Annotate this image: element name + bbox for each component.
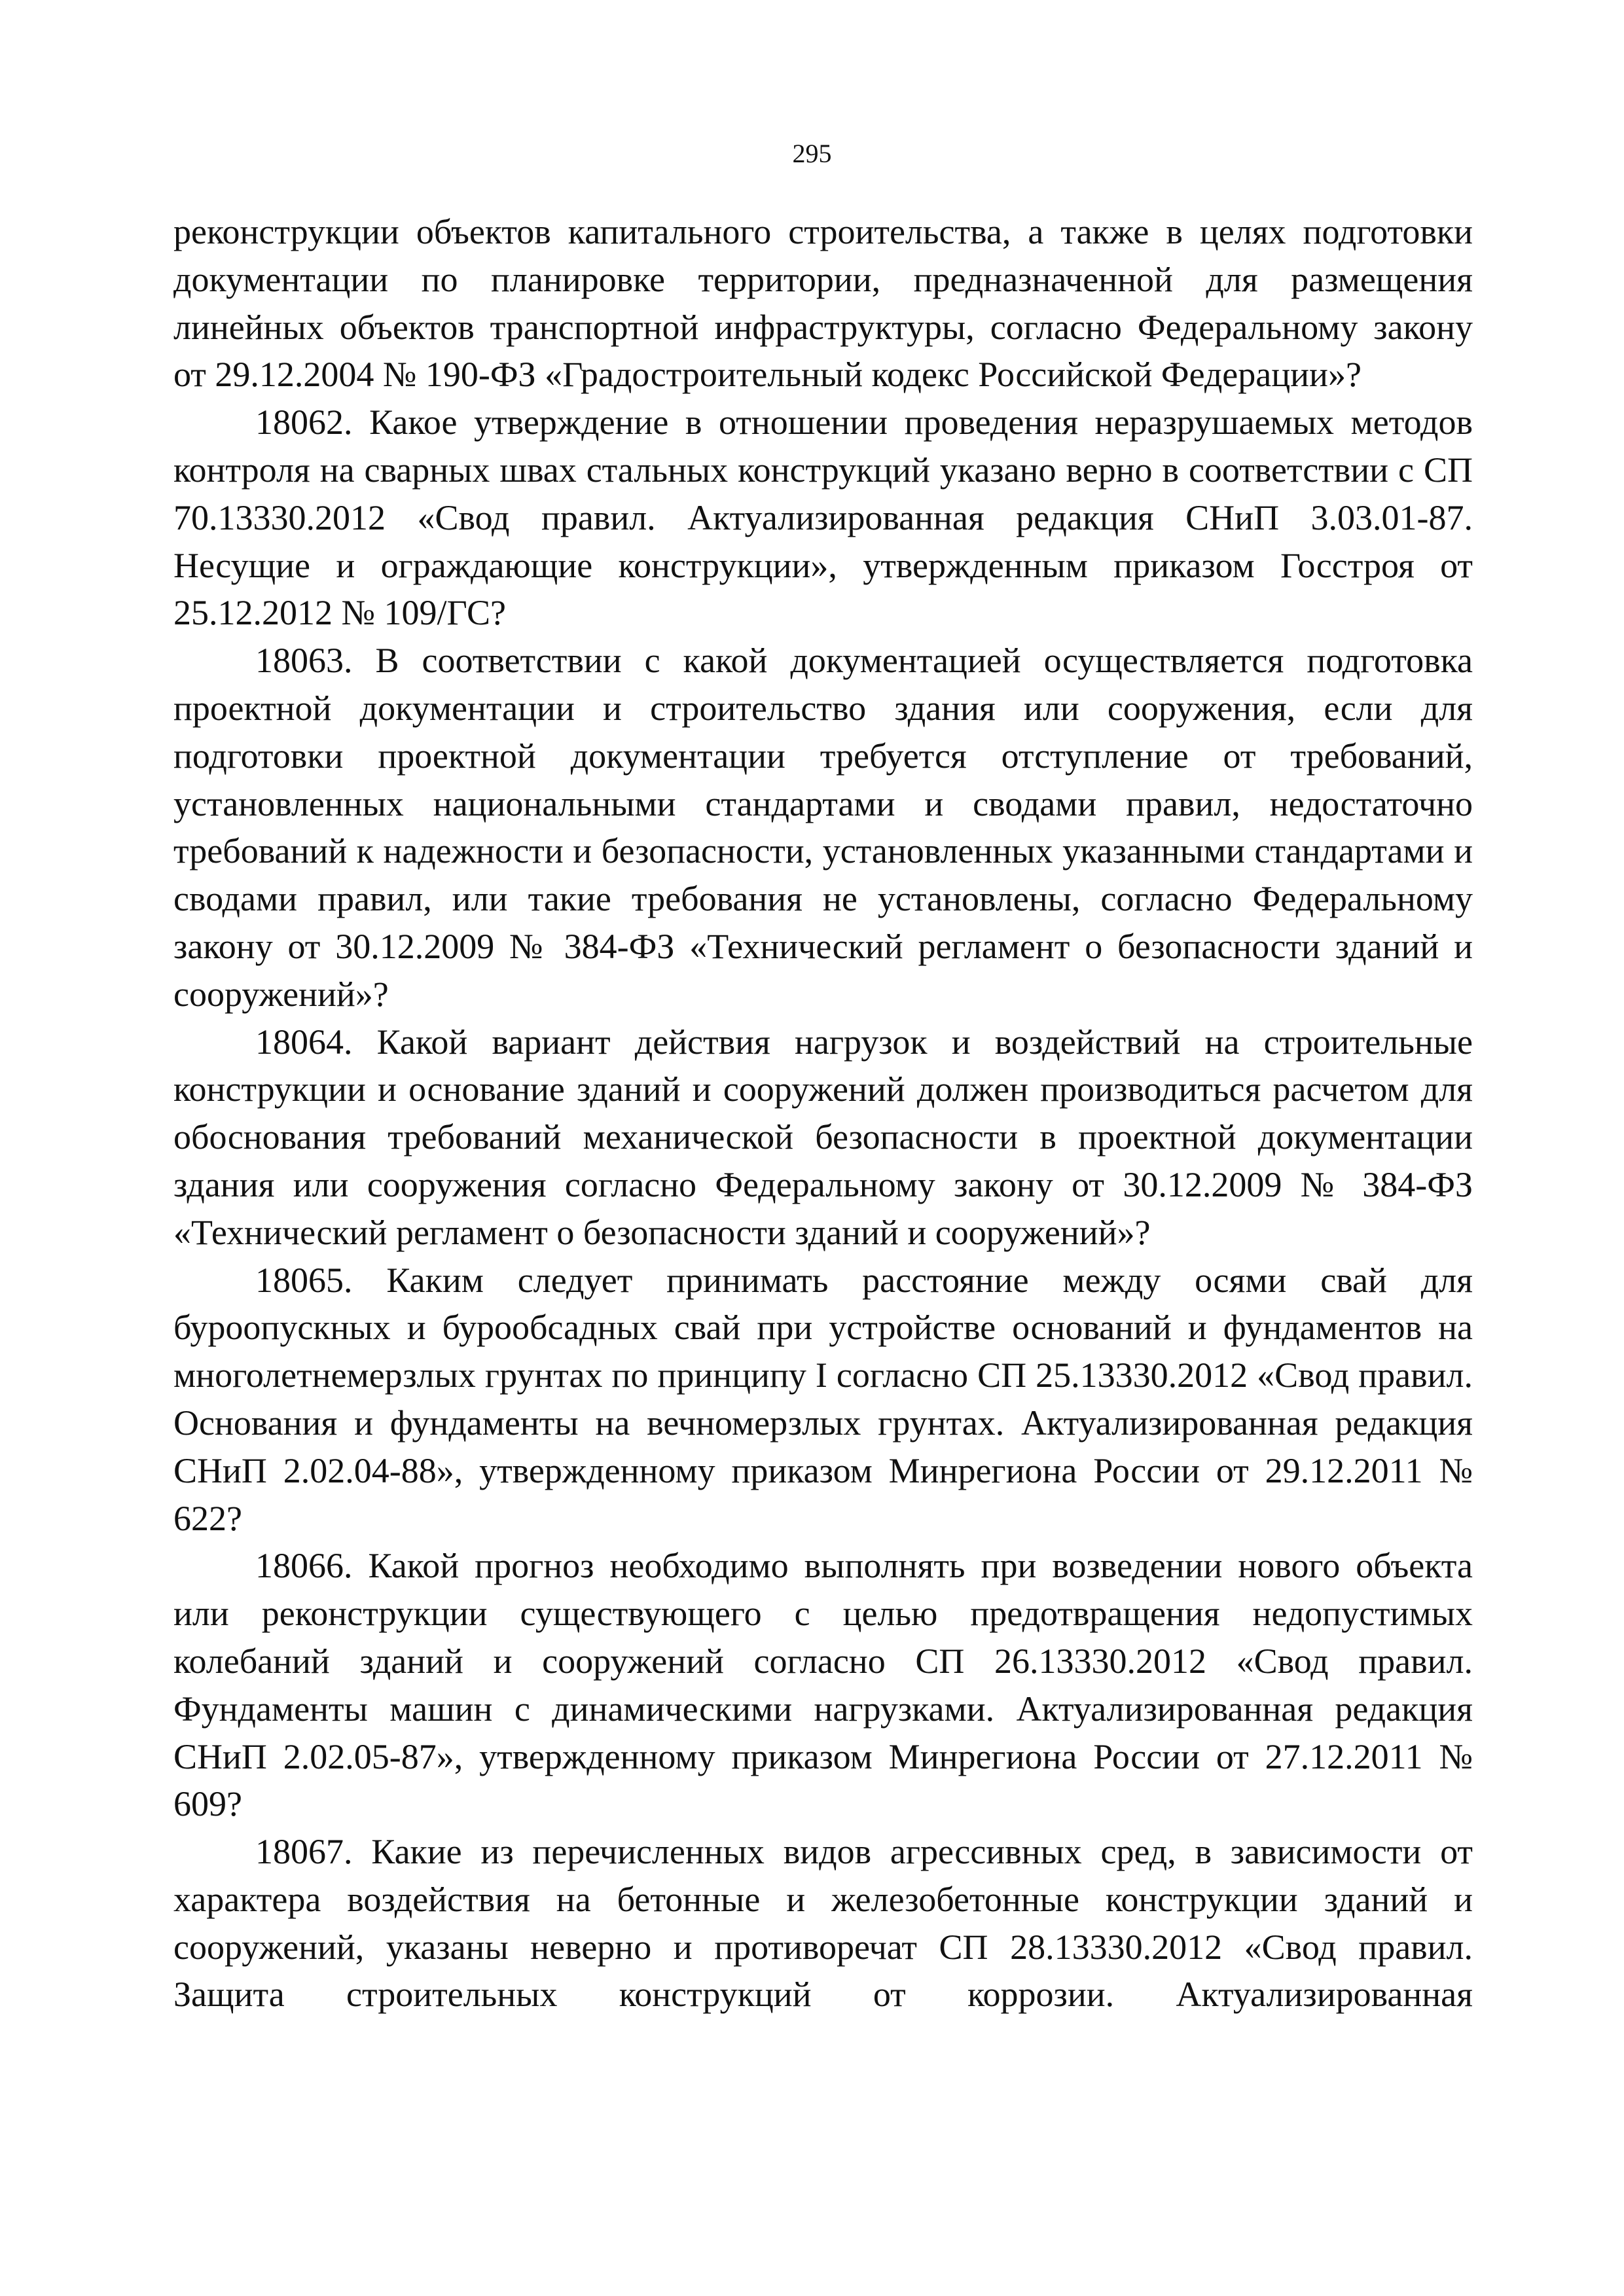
paragraph-question-18062: 18062. Какое утверждение в отношении проведения неразрушаемых методов контроля на сварных швах стальных конструкций указано верно в соответствии с СП 70.13330.2012 «Свод правил. Актуализированная редакция СНиП 3.03.01-87. Несущие и ограждающие конструкции», утвержденным приказом Госстроя от 25.12.2012 № 109/ГС? [173,403,1473,633]
paragraph-question-18064: 18064. Какой вариант действия нагрузок и воздействий на строительные конструкции и основание зданий и сооружений должен производиться расчетом для обоснования требований механической безопасности в проектной документации здания или сооружения согласно Федеральному закону от 30.12.2009 № 384-ФЗ «Технический регламент о безопасности зданий и сооружений»? [173,1022,1473,1252]
paragraph-question-18067: 18067. Какие из перечисленных видов агрессивных сред, в зависимости от характера воздействия на бетонные и железобетонные конструкции зданий и сооружений, указаны неверно и противоречат СП 28.13330.2012 «Свод правил. Защита строительных конструкций от коррозии. Актуализированная [173,1832,1473,2015]
paragraph-question-18066: 18066. Какой прогноз необходимо выполнять при возведении нового объекта или реконструкции существующего с целью предотвращения недопустимых колебаний зданий и сооружений согласно СП 26.13330.2012 «Свод правил. Фундаменты машин с динамическими нагрузками. Актуализированная редакция СНиП 2.02.05-87», утвержденному приказом Минрегиона России от 27.12.2011 № 609? [173,1546,1473,1824]
paragraph-18061-continuation: реконструкции объектов капитального строительства, а также в целях подготовки документации по планировке территории, предназначенной для размещения линейных объектов транспортной инфраструктуры, согласно Федеральному закону от 29.12.2004 № 190-ФЗ «Градостроительный кодекс Российской Федерации»? [173,212,1473,395]
paragraph-question-18065: 18065. Каким следует принимать расстояние между осями свай для буроопускных и бурообсадных свай при устройстве оснований и фундаментов на многолетнемерзлых грунтах по принципу I согласно СП 25.13330.2012 «Свод правил. Основания и фундаменты на вечномерзлых грунтах. Актуализированная редакция СНиП 2.02.04-88», утвержденному приказом Минрегиона России от 29.12.2011 № 622? [173,1260,1473,1538]
document-body [173,208,1473,2018]
paragraph-question-18063: 18063. В соответствии с какой документацией осуществляется подготовка проектной документации и строительство здания или сооружения, если для подготовки проектной документации требуется отступление от требований, установленных национальными стандартами и сводами правил, недостаточно требований к надежности и безопасности, установленных указанными стандартами и сводами правил, или такие требования не установлены, согласно Федеральному закону от 30.12.2009 № 384-ФЗ «Технический регламент о безопасности зданий и сооружений»? [173,641,1473,1014]
page-number: 295 [792,139,832,168]
